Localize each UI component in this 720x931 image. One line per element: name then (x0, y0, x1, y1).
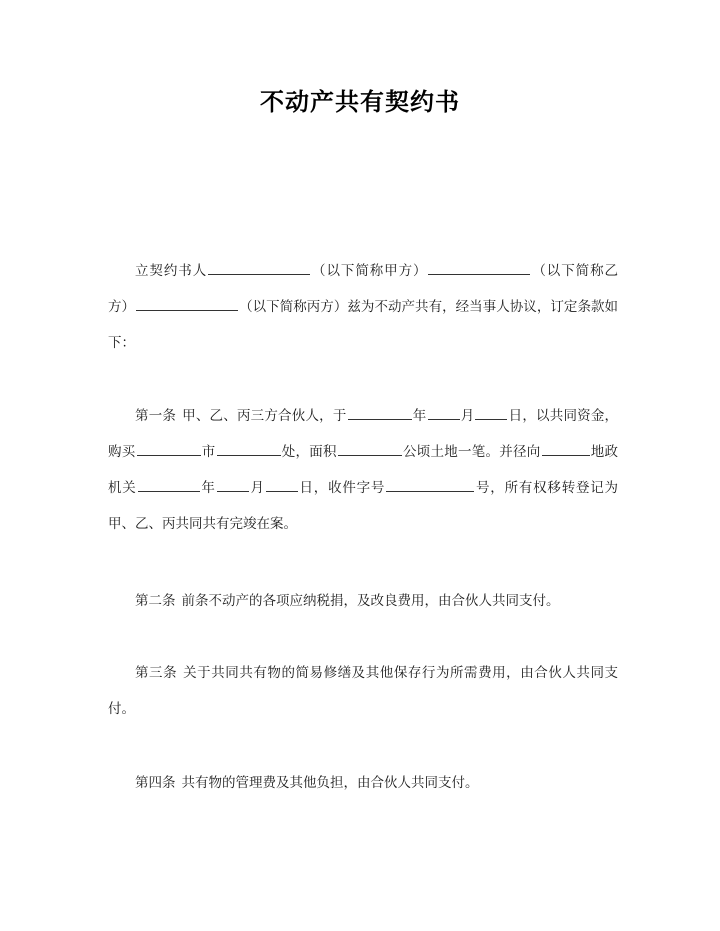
article-1-text: 地政机关 (108, 444, 618, 496)
purchase-day-blank[interactable] (475, 405, 507, 420)
article-1-text: 处，面积 (281, 444, 337, 460)
year-label: 年 (412, 408, 427, 424)
party-a-blank[interactable] (208, 260, 310, 275)
preamble-text-1: 立契约书人 (135, 263, 208, 279)
article-2-label: 第二条 (135, 593, 176, 609)
preamble-text-2: （以下简称甲方） (311, 263, 428, 279)
year-label: 年 (200, 480, 216, 496)
purchase-month-blank[interactable] (428, 405, 460, 420)
article-3-paragraph (108, 655, 618, 727)
article-3-text: 关于共同共有物的简易修缮及其他保存行为所需费用，由合伙人共同支付。 (108, 665, 619, 717)
article-1-text: 公顷土地一笔。并径向 (402, 444, 541, 460)
article-1-text: 日，以共同资金，购买 (108, 408, 619, 460)
article-1-paragraph (108, 398, 618, 542)
city-label: 市 (201, 444, 216, 460)
document-title: 不动产共有契约书 (260, 88, 460, 116)
registration-month-blank[interactable] (217, 477, 249, 492)
preamble-text-4: （以下简称丙方）兹为不动产共有，经当事人协议，订定条款如下： (108, 299, 619, 351)
registration-day-blank[interactable] (266, 477, 298, 492)
month-label: 月 (460, 408, 475, 424)
city-blank[interactable] (137, 441, 201, 456)
article-4-label: 第四条 (135, 775, 176, 791)
article-3-label: 第三条 (135, 665, 178, 681)
article-2-text: 前条不动产的各项应纳税捐，及改良费用，由合伙人共同支付。 (181, 593, 560, 609)
article-1-text: 甲、乙、丙三方合伙人，于 (182, 408, 347, 424)
article-1-text: 号，所有权移转登记为甲、乙、丙共同共有完竣在案。 (108, 480, 619, 532)
article-1-label: 第一条 (135, 408, 177, 424)
party-c-blank[interactable] (136, 296, 238, 311)
receipt-number-blank[interactable] (386, 477, 474, 492)
preamble-paragraph (108, 253, 618, 361)
registration-year-blank[interactable] (138, 477, 200, 492)
land-office-blank[interactable] (542, 441, 590, 456)
preamble-text-3: （以下简称乙方） (108, 263, 619, 315)
article-4-text: 共有物的管理费及其他负担，由合伙人共同支付。 (181, 775, 479, 791)
party-b-blank[interactable] (428, 260, 530, 275)
article-1-text: 日，收件字号 (298, 480, 386, 496)
article-4-paragraph (108, 765, 618, 801)
location-blank[interactable] (217, 441, 281, 456)
area-blank[interactable] (338, 441, 402, 456)
purchase-year-blank[interactable] (348, 405, 412, 420)
month-label: 月 (249, 480, 265, 496)
article-2-paragraph (108, 583, 618, 619)
